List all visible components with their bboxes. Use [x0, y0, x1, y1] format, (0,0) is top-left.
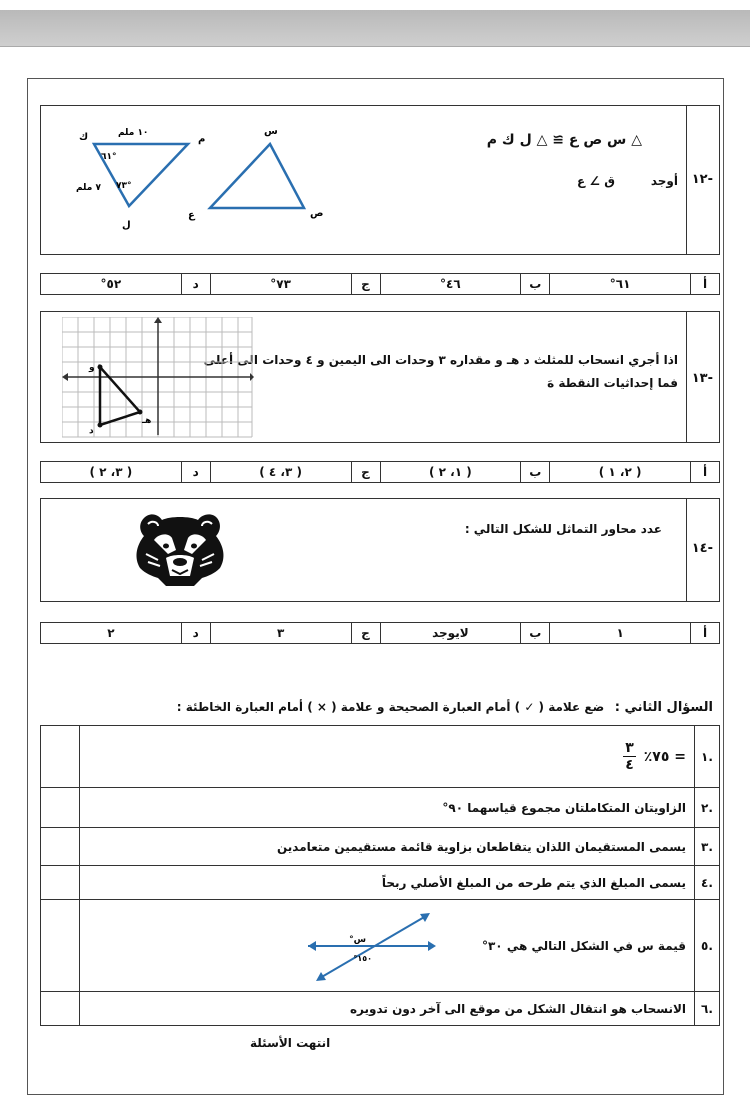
- option-value[interactable]: ( ٣، ٤ ): [210, 462, 351, 483]
- vertex-l: ل: [122, 220, 131, 231]
- statement-row: [41, 788, 720, 828]
- option-letter: ب: [521, 623, 550, 644]
- answer-cell[interactable]: [41, 828, 80, 866]
- statement-number: .١: [695, 726, 720, 788]
- statement-text: يسمى المستقيمان اللذان يتقاطعان بزاوية قائمة مستقيمين متعامدين: [80, 828, 695, 866]
- option-letter: أ: [691, 462, 720, 483]
- congruence-statement: △ س ص ع ≅ △ ل ك م: [486, 132, 642, 148]
- vertex-k: ك: [79, 132, 89, 143]
- side-km-label: ١٠ ملم: [118, 128, 149, 138]
- answer-cell[interactable]: [41, 788, 80, 828]
- answer-cell[interactable]: [41, 992, 80, 1026]
- statement-row: [41, 866, 720, 900]
- option-letter: د: [181, 462, 210, 483]
- side-kl-label: ٧ ملم: [76, 183, 101, 193]
- question-13-line-1: اذا أجري انسحاب للمثلث د هـ و مقداره ٣ وحدات الى اليمين و ٤ وحدات الى أعلى: [203, 353, 678, 367]
- find-angle: ق ∠ ع: [576, 174, 615, 188]
- answer-cell[interactable]: [41, 726, 80, 788]
- true-false-table: [40, 725, 720, 1026]
- statement-number: .٣: [695, 828, 720, 866]
- option-letter: أ: [691, 623, 720, 644]
- question-number: -١٤: [691, 541, 713, 556]
- fraction-numerator: ٣: [625, 740, 634, 756]
- statement-number: .٥: [695, 900, 720, 992]
- option-value[interactable]: ( ٣، ٢ ): [41, 462, 182, 483]
- angle-x-label: س°: [349, 934, 366, 945]
- triangle-dhw: [100, 367, 140, 425]
- statement-row: [41, 900, 720, 992]
- answer-cell[interactable]: [41, 900, 80, 992]
- top-bar: [0, 10, 750, 47]
- find-label: أوجد: [650, 174, 678, 188]
- option-letter: د: [181, 274, 210, 295]
- option-value[interactable]: ٥٢°: [41, 274, 182, 295]
- vertex-a: ع: [188, 210, 195, 221]
- option-letter: ب: [521, 462, 550, 483]
- statement-number: .٦: [695, 992, 720, 1026]
- option-value[interactable]: لايوجد: [380, 623, 521, 644]
- option-value[interactable]: ٤٦°: [380, 274, 521, 295]
- option-letter: د: [181, 623, 210, 644]
- option-letter: ج: [351, 623, 380, 644]
- section-2-title: السؤال الثاني :: [614, 700, 713, 715]
- fraction-equation: [623, 740, 686, 773]
- angle-150-label: ١٥٠°: [353, 953, 372, 963]
- intersecting-lines-figure: [302, 906, 442, 986]
- triangle-sad: [210, 144, 304, 208]
- end-of-questions: انتهت الأسئلة: [250, 1036, 331, 1050]
- vertex-d: د: [89, 426, 94, 436]
- statement-row: [41, 992, 720, 1026]
- option-value[interactable]: ( ١، ٢ ): [380, 462, 521, 483]
- option-value[interactable]: ٣: [210, 623, 351, 644]
- question-number: -١٢: [691, 172, 713, 187]
- option-letter: ج: [351, 462, 380, 483]
- statement-number: .٤: [695, 866, 720, 900]
- statement-text: يسمى المبلغ الذي يتم طرحه من المبلغ الأصلي ربحاً: [80, 866, 695, 900]
- vertex-sad: ص: [310, 208, 324, 219]
- statement-row: [41, 726, 720, 788]
- statement-number: .٢: [695, 788, 720, 828]
- angle-l-label: ٧٣°: [116, 181, 132, 191]
- option-letter: ب: [521, 274, 550, 295]
- question-14-text: عدد محاور التماثل للشكل التالي :: [464, 522, 662, 536]
- option-value[interactable]: ( ٢، ١ ): [550, 462, 691, 483]
- question-14-options: [40, 622, 720, 644]
- fraction-denominator: ٤: [625, 757, 634, 773]
- angle-k-label: ٦١°: [101, 152, 117, 162]
- question-13-options: [40, 461, 720, 483]
- section-2-instruction: ضع علامة ( ✓ ) أمام العبارة الصحيحة و علامة ( × ) أمام العبارة الخاطئة :: [176, 700, 605, 714]
- option-value[interactable]: ٦١°: [550, 274, 691, 295]
- vertex-w: و: [89, 363, 95, 373]
- option-value[interactable]: ١: [550, 623, 691, 644]
- answer-cell[interactable]: [41, 866, 80, 900]
- statement-text: الزاويتان المتكاملتان مجموع قياسهما ٩٠°: [80, 788, 695, 828]
- question-12-options: [40, 273, 720, 295]
- statement-row: [41, 828, 720, 866]
- vertex-s: س: [264, 126, 278, 137]
- vertex-m: م: [198, 134, 206, 145]
- statement-text: الانسحاب هو انتقال الشكل من موقع الى آخر دون تدويره: [80, 992, 695, 1026]
- bear-head-image: [132, 510, 228, 590]
- question-number: -١٣: [691, 371, 713, 386]
- statement-text: [80, 726, 695, 788]
- option-value[interactable]: ٧٣°: [210, 274, 351, 295]
- statement-text: [80, 900, 695, 992]
- question-13-line-2: فما إحداثيات النقطة هَ: [547, 376, 678, 390]
- option-letter: أ: [691, 274, 720, 295]
- statement-5-text: قيمة س في الشكل التالي هي ٣٠°: [481, 938, 686, 953]
- vertex-h: هـ: [142, 416, 152, 426]
- option-letter: ج: [351, 274, 380, 295]
- congruent-triangles-figure: [60, 112, 360, 237]
- equation-rhs: = ٧٥٪: [643, 748, 686, 765]
- section-2-heading: [177, 700, 713, 715]
- option-value[interactable]: ٢: [41, 623, 182, 644]
- coordinate-grid-figure: [62, 317, 254, 439]
